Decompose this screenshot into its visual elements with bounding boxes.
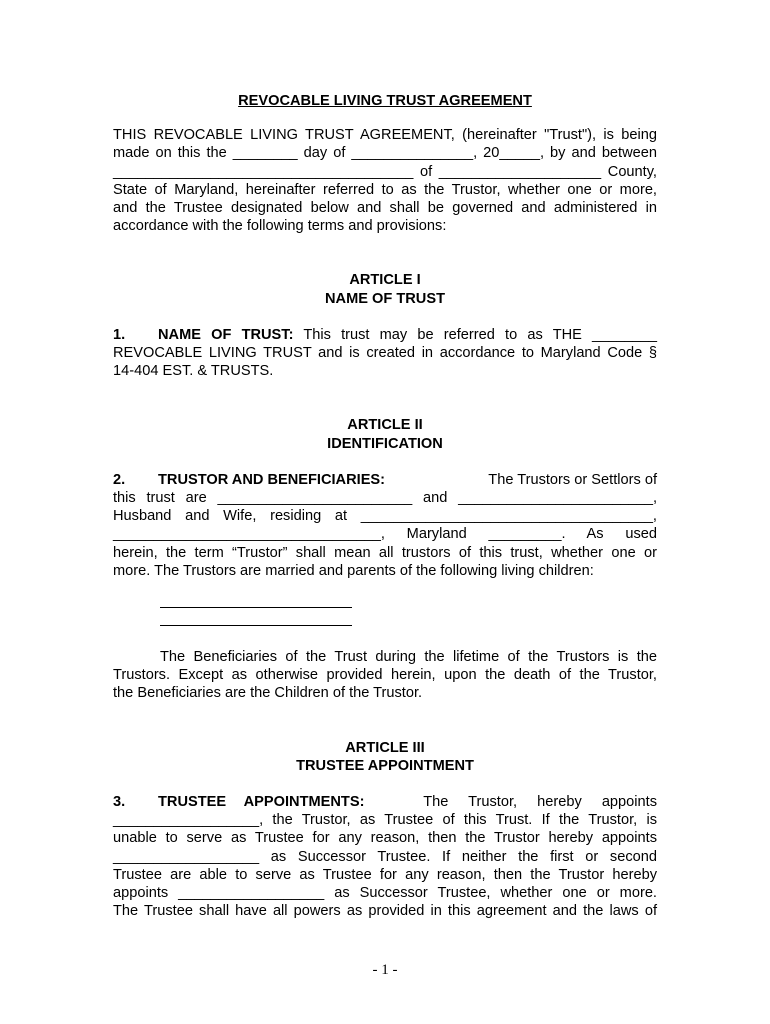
child-name-blank — [160, 608, 352, 626]
section-1-line: 14-404 EST. & TRUSTS. — [113, 363, 274, 380]
document-page — [113, 92, 657, 921]
section-2-line: _________________________________, Maryland _________. As used — [113, 526, 657, 543]
intro-line: _____________________________________ of ____________________ County, — [113, 163, 657, 180]
section-2-line: more. The Trustors are married and parents of the following living children: — [113, 562, 594, 579]
child-name-blank — [160, 590, 352, 608]
section-3-first-line — [113, 793, 657, 811]
intro-line: and the Trustee designated below and shall be governed and administered in — [113, 200, 657, 217]
article-2-subheading: IDENTIFICATION — [327, 435, 443, 452]
article-2-heading: ARTICLE II — [347, 417, 423, 434]
document-title: REVOCABLE LIVING TRUST AGREEMENT — [238, 93, 532, 109]
section-3-label: TRUSTEE APPOINTMENTS: — [158, 794, 365, 811]
section-3-text: The Trustor, hereby appoints — [423, 794, 657, 811]
section-2-first-line — [113, 471, 657, 489]
section-2-line: this trust are ________________________ and ________________________, — [113, 490, 657, 507]
intro-line: made on this the ________ day of _______________, 20_____, by and between — [113, 145, 657, 162]
section-1-paragraph — [113, 326, 657, 381]
section-3-line: unable to serve as Trustee for any reason, then the Trustor hereby appoints — [113, 830, 657, 847]
section-2-line: Husband and Wife, residing at ____________________________________, — [113, 508, 657, 525]
section-1-number: 1. — [113, 326, 126, 343]
article-1-subheading: NAME OF TRUST — [325, 290, 445, 307]
beneficiaries-line: Trustors. Except as otherwise provided herein, upon the death of the Trustor, — [113, 667, 657, 684]
intro-paragraph — [113, 126, 657, 235]
section-3-paragraph — [113, 793, 657, 920]
section-1-line: REVOCABLE LIVING TRUST and is created in accordance to Maryland Code § — [113, 345, 657, 362]
section-2-text: The Trustors or Settlors of — [488, 471, 657, 488]
section-3-line: The Trustee shall have all powers as provided in this agreement and the laws of — [113, 903, 657, 920]
section-3-line: __________________ as Successor Trustee. If neither the first or second — [113, 848, 657, 865]
intro-line: State of Maryland, hereinafter referred to as the Trustor, whether one or more, — [113, 181, 657, 198]
page-number: - 1 - — [372, 962, 398, 978]
section-2-paragraph — [113, 471, 657, 580]
beneficiaries-line: The Beneficiaries of the Trust during the lifetime of the Trustors is the — [160, 649, 657, 666]
section-2-line: herein, the term “Trustor” shall mean all trustors of this trust, whether one or — [113, 544, 657, 561]
article-3-heading: ARTICLE III — [345, 739, 425, 756]
section-2-label: TRUSTOR AND BENEFICIARIES: — [158, 471, 386, 488]
section-1-first-line — [113, 326, 657, 344]
intro-line: THIS REVOCABLE LIVING TRUST AGREEMENT, (hereinafter "Trust"), is being — [113, 127, 657, 144]
section-2-number: 2. — [113, 471, 126, 488]
beneficiaries-line: the Beneficiaries are the Children of the Trustor. — [113, 685, 423, 702]
section-3-line: __________________, the Trustor, as Trustee of this Trust. If the Trustor, is — [113, 812, 657, 829]
beneficiaries-paragraph — [113, 648, 657, 703]
intro-line: accordance with the following terms and provisions: — [113, 218, 447, 235]
section-1-text: This trust may be referred to as THE ________ — [293, 326, 657, 343]
article-3-subheading: TRUSTEE APPOINTMENT — [296, 757, 474, 774]
section-3-line: Trustee are able to serve as Trustee for any reason, then the Trustor hereby — [113, 866, 657, 883]
section-3-line: appoints __________________ as Successor Trustee, whether one or more. — [113, 885, 657, 902]
section-1-label: NAME OF TRUST: — [158, 326, 294, 343]
section-3-number: 3. — [113, 794, 126, 811]
article-1-heading: ARTICLE I — [349, 272, 421, 289]
